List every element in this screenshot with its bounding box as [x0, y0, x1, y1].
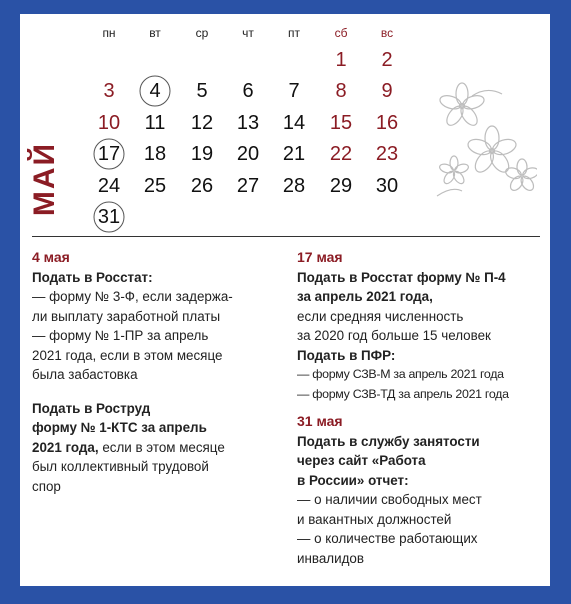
task-title: форму № 1-КТС за апрель — [32, 420, 207, 435]
task-line: за 2020 год больше 15 человек — [297, 328, 491, 343]
calendar-day[interactable]: 4 — [137, 77, 173, 105]
calendar-day[interactable]: 2 — [381, 49, 393, 71]
weekday-header: чт — [242, 26, 254, 40]
month-name: МАЙ — [28, 141, 61, 217]
deadline-date-may-31: 31 мая — [297, 413, 343, 429]
task-line: спор — [32, 478, 61, 494]
calendar-day[interactable]: 10 — [97, 112, 121, 134]
flower-decoration-icon — [432, 76, 537, 206]
weekday-header: сб — [334, 26, 348, 40]
deadline-date-may-17: 17 мая — [297, 249, 343, 265]
task-line: — о наличии свободных мест — [297, 492, 482, 507]
task-line: — форму № 1-ПР за апрель — [32, 328, 209, 343]
task-line: инвалидов — [297, 550, 364, 566]
task-line: и вакантных должностей — [297, 511, 452, 527]
task-title: через сайт «Работа — [297, 453, 426, 468]
left-column — [32, 248, 282, 496]
calendar-day[interactable]: 24 — [97, 175, 121, 197]
calendar-day[interactable]: 25 — [143, 175, 167, 197]
calendar-day[interactable]: 13 — [236, 112, 260, 134]
weekday-header: вт — [149, 26, 161, 40]
calendar-day[interactable]: 5 — [196, 80, 208, 102]
calendar-day[interactable]: 17 — [91, 140, 127, 168]
calendar-day[interactable]: 21 — [282, 143, 306, 165]
calendar-day[interactable]: 8 — [335, 80, 347, 102]
calendar-day[interactable]: 23 — [375, 143, 399, 165]
task-line: ли выплату заработной платы — [32, 308, 221, 324]
calendar-day[interactable]: 26 — [190, 175, 214, 197]
calendar-day[interactable]: 12 — [190, 112, 214, 134]
task-line: если средняя численность — [297, 308, 464, 324]
deadline-date-may-4: 4 мая — [32, 249, 70, 265]
weekday-header: ср — [195, 26, 209, 40]
calendar-card — [20, 14, 550, 586]
calendar-day[interactable]: 31 — [91, 203, 127, 231]
task-title: Подать в Росстат: — [32, 269, 153, 285]
calendar-day[interactable]: 28 — [282, 175, 306, 197]
task-line: был коллективный трудовой — [32, 459, 209, 474]
calendar-day[interactable]: 20 — [236, 143, 260, 165]
task-line: была забастовка — [32, 367, 138, 382]
calendar-day[interactable]: 15 — [329, 112, 353, 134]
weekday-header: вс — [380, 26, 394, 40]
weekday-header: пт — [288, 26, 300, 40]
calendar-day[interactable]: 22 — [329, 143, 353, 165]
calendar-day[interactable]: 16 — [375, 112, 399, 134]
task-line: — форму № 3-Ф, если задержа- — [32, 289, 233, 304]
calendar-day[interactable]: 14 — [282, 112, 306, 134]
task-line: — форму СЗВ-ТД за апрель 2021 года — [297, 386, 509, 401]
task-title: в России» отчет: — [297, 472, 409, 488]
task-title: Подать в службу занятости — [297, 433, 480, 449]
right-column — [297, 248, 545, 568]
month-label — [28, 141, 61, 217]
calendar-day[interactable]: 11 — [144, 112, 166, 134]
calendar-day[interactable]: 29 — [329, 175, 353, 197]
task-title: 2021 года, — [32, 439, 99, 455]
calendar-day[interactable]: 7 — [288, 80, 300, 102]
divider — [32, 236, 540, 237]
calendar-day[interactable]: 3 — [103, 80, 115, 102]
task-line: — о количестве работающих — [297, 531, 478, 546]
task-line: 2021 года, если в этом месяце — [32, 347, 223, 363]
calendar-day[interactable]: 27 — [236, 175, 260, 197]
calendar-day[interactable]: 18 — [143, 143, 167, 165]
task-title: Подать в Роструд — [32, 400, 151, 416]
calendar-day[interactable]: 30 — [375, 175, 399, 197]
calendar-day[interactable]: 1 — [335, 49, 347, 71]
task-line: если в этом месяце — [98, 439, 225, 455]
task-title: Подать в ПФР: — [297, 347, 396, 363]
task-title: Подать в Росстат форму № П-4 — [297, 269, 506, 285]
weekday-header: пн — [102, 26, 116, 40]
calendar-day[interactable]: 6 — [242, 80, 254, 102]
calendar-day[interactable]: 9 — [381, 80, 393, 102]
task-line: — форму СЗВ-М за апрель 2021 года — [297, 367, 504, 381]
task-title: за апрель 2021 года, — [297, 289, 433, 304]
calendar-day[interactable]: 19 — [190, 143, 214, 165]
